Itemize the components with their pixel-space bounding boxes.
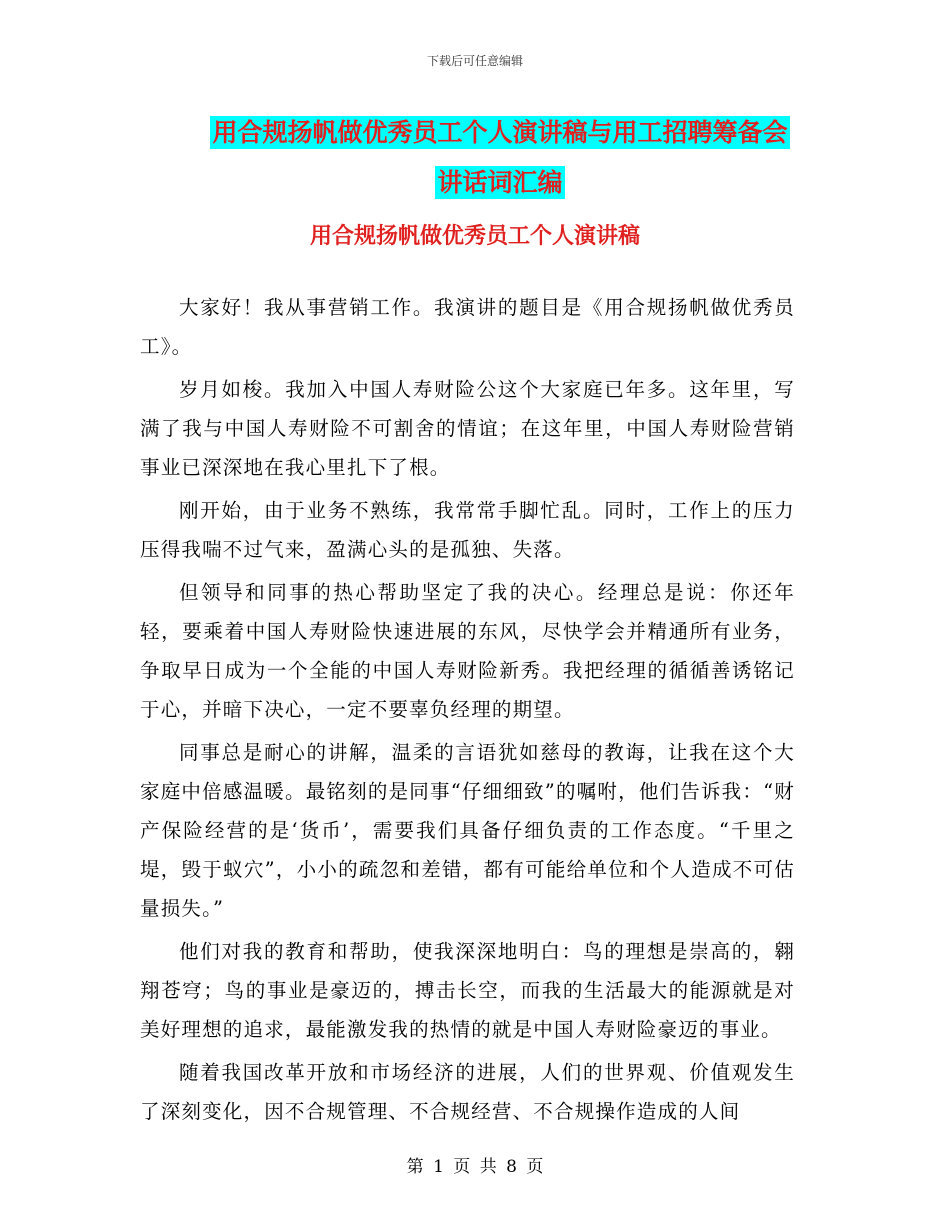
document-title-line-2: 讲话词汇编 xyxy=(437,168,563,197)
document-title xyxy=(130,108,870,208)
paragraph: 随着我国改革开放和市场经济的进展，人们的世界观、价值观发生了深刻变化，因不合规管理、不合规经营、不合规操作造成的人间 xyxy=(140,1061,795,1123)
paragraph: 岁月如梭。我加入中国人寿财险公这个大家庭已年多。这年里，写满了我与中国人寿财险不可割舍的情谊；在这年里，中国人寿财险营销事业已深深地在我心里扎下了根。 xyxy=(140,378,795,479)
header-note: 下载后可任意编辑 xyxy=(426,54,523,68)
document-title-line-1: 用合规扬帆做优秀员工个人演讲稿与用工招聘筹备会 xyxy=(212,118,788,147)
section-title: 用合规扬帆做优秀员工个人演讲稿 xyxy=(309,223,640,249)
paragraph: 他们对我的教育和帮助，使我深深地明白：鸟的理想是崇高的，翱翔苍穹；鸟的事业是豪迈的，搏击长空，而我的生活最大的能源就是对美好理想的追求，最能激发我的热情的就是中国人寿财险豪迈的事业。 xyxy=(140,940,795,1041)
body-text xyxy=(140,288,795,1135)
paragraph: 大家好！我从事营销工作。我演讲的题目是《用合规扬帆做优秀员工》。 xyxy=(140,296,795,358)
paragraph: 同事总是耐心的讲解，温柔的言语犹如慈母的教诲，让我在这个大家庭中倍感温暖。最铭刻的是同事“仔细细致”的嘱咐，他们告诉我：“财产保险经营的是‘货币’，需要我们具备仔细负责的工作态度。“千里之堤，毁于蚁穴”，小小的疏忽和差错，都有可能给单位和个人造成不可估量损失。” xyxy=(140,741,795,920)
paragraph: 刚开始，由于业务不熟练，我常常手脚忙乱。同时，工作上的压力压得我喘不过气来，盈满心头的是孤独、失落。 xyxy=(140,499,795,561)
paragraph: 但领导和同事的热心帮助坚定了我的决心。经理总是说：你还年轻，要乘着中国人寿财险快速进展的东风，尽快学会并精通所有业务，争取早日成为一个全能的中国人寿财险新秀。我把经理的循循善诱铭记于心，并暗下决心，一定不要辜负经理的期望。 xyxy=(140,581,795,721)
page-footer: 第 1 页 共 8 页 xyxy=(406,1157,544,1177)
